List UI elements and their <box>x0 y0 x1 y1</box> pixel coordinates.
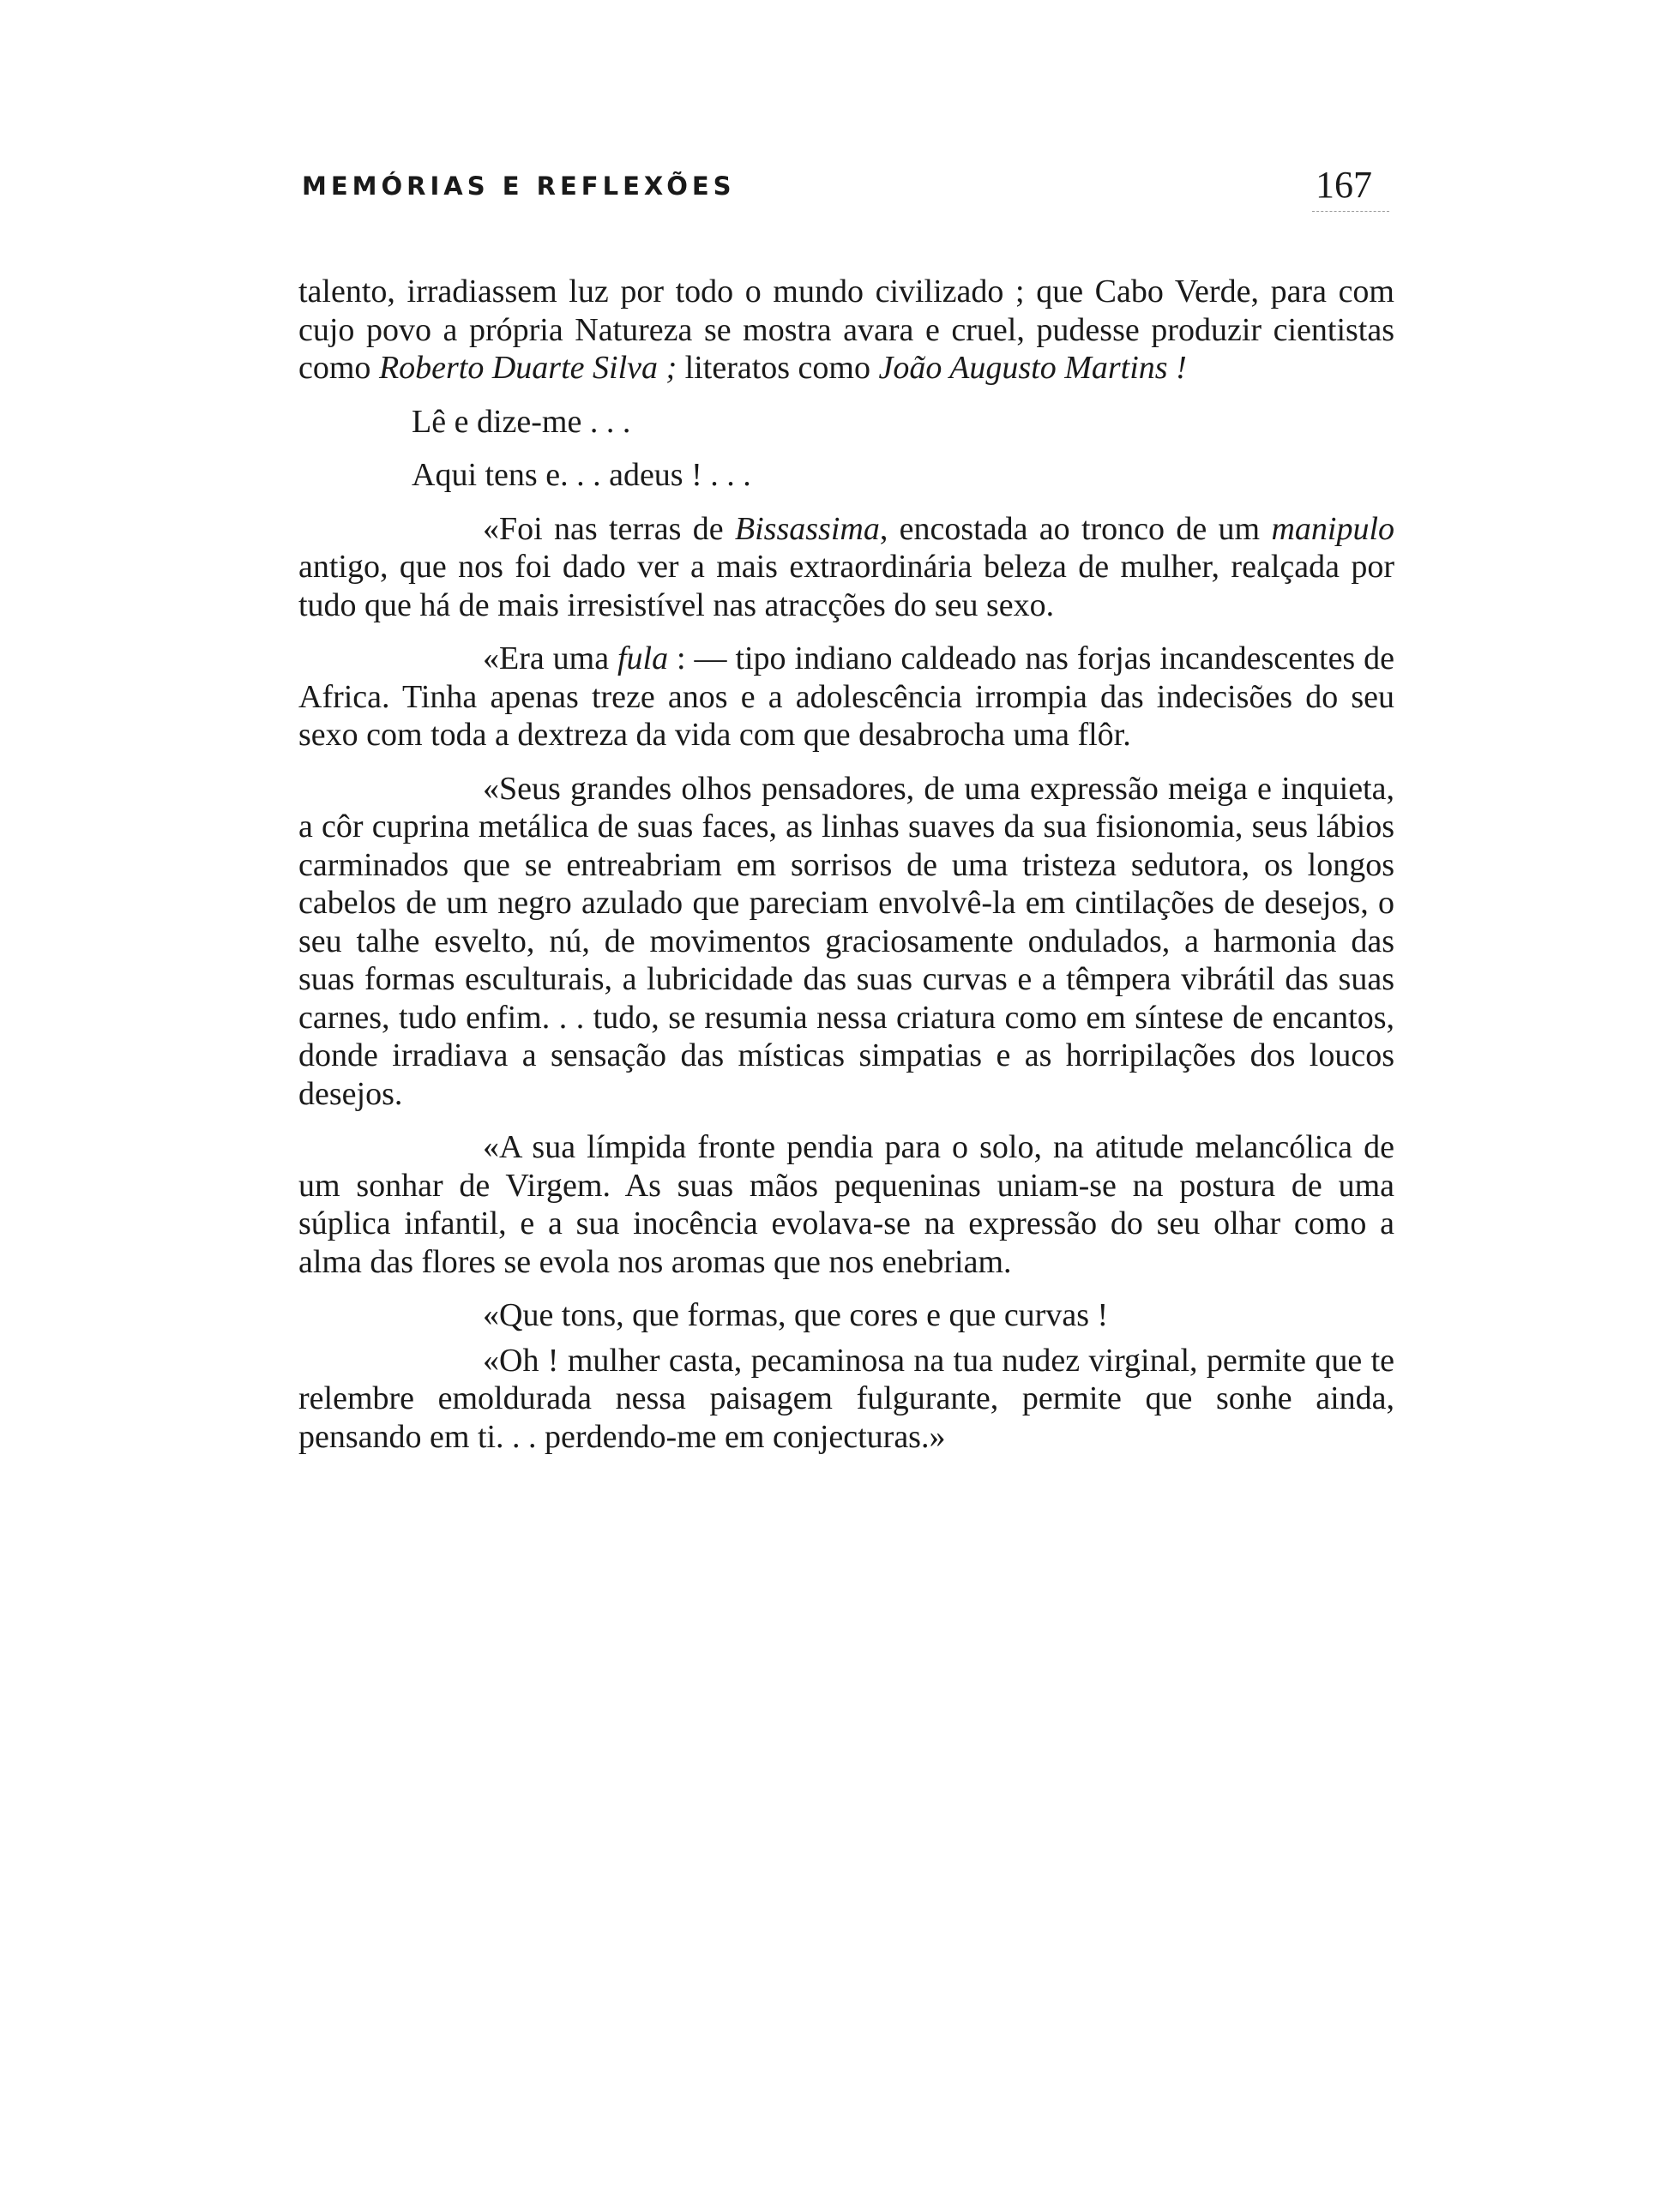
word-manipulo: manipulo <box>1271 510 1394 547</box>
paragraph-9: «Oh ! mulher casta, pecaminosa na tua nudez virginal, permite que te relembre emoldurada nessa paisagem fulgurante, permite que sonhe ainda, pensando em ti. . . perdendo-me em conjecturas.» <box>298 1342 1394 1455</box>
paragraph-5-text-a: «Era uma <box>483 640 617 676</box>
paragraph-1-text-a: talento, irradiassem luz por todo o mundo civilizado ; que Cabo Verde, para com cujo povo a própria Natureza se mostra avara e cruel, pudesse produzir cientistas como <box>298 273 1394 386</box>
paragraph-6: «Seus grandes olhos pensadores, de uma expressão meiga e inquieta, a côr cuprina metálica de suas faces, as linhas suaves da sua fisionomia, seus lábios carminados que se entreabriam em sorrisos de uma tristeza sedutora, os longos cabelos de um negro azulado que pareciam envolvê-la em cintilações de desejos, o seu talhe esvelto, nú, de movimentos graciosamente ondulados, a harmonia das suas formas esculturais, a lubricidade das suas curvas e a têmpera vibrátil das suas carnes, tudo enfim. . . tudo, se resumia nessa criatura como em síntese de encantos, donde irradiava a sensação das místicas simpatias e as horripilações dos loucos desejos. <box>298 770 1394 1112</box>
paragraph-2: Lê e dize-me . . . <box>412 403 631 440</box>
paragraph-7: «A sua límpida fronte pendia para o solo, na atitude melancólica de um sonhar de Virgem. As suas mãos pequeninas uniam-se na postura de uma súplica infantil, e a sua inocência evolava-se na expressão do seu olhar como a alma das flores se evola nos aromas que nos enebriam. <box>298 1129 1394 1280</box>
paragraph-3: Aqui tens e. . . adeus ! . . . <box>412 457 751 493</box>
paragraph-1 <box>298 273 1394 388</box>
paragraph-5 <box>298 640 1394 754</box>
name-roberto-duarte-silva: Roberto Duarte Silva ; <box>378 350 677 386</box>
header-rule <box>1312 211 1389 212</box>
paragraph-8: «Que tons, que formas, que cores e que curvas ! <box>483 1297 1109 1333</box>
body-text <box>298 273 1394 1471</box>
paragraph-5-text-c: : — tipo indiano caldeado nas forjas incandescentes de Africa. Tinha apenas treze anos e a adolescência irrompia das indecisões do seu sexo com toda a dextreza da vida com que desabrocha uma flôr. <box>298 640 1395 753</box>
word-fula: fula <box>617 640 669 676</box>
paragraph-4-text-e: antigo, que nos foi dado ver a mais extraordinária beleza de mulher, realçada por tudo que há de mais irresistível nas atracções do seu sexo. <box>298 549 1394 623</box>
paragraph-4-text-a: «Foi nas terras de <box>483 510 735 547</box>
name-joao-augusto-martins: João Augusto Martins ! <box>878 350 1187 386</box>
running-head <box>302 163 1389 214</box>
page-number: 167 <box>1316 164 1372 206</box>
paragraph-1-text-c: literatos como <box>677 350 879 386</box>
paragraph-4-text-c: , encostada ao tronco de um <box>879 510 1272 547</box>
place-bissassima: Bissassima <box>734 510 880 547</box>
running-title: MEMÓRIAS E REFLEXÕES <box>302 171 736 201</box>
paragraph-4 <box>298 510 1394 625</box>
